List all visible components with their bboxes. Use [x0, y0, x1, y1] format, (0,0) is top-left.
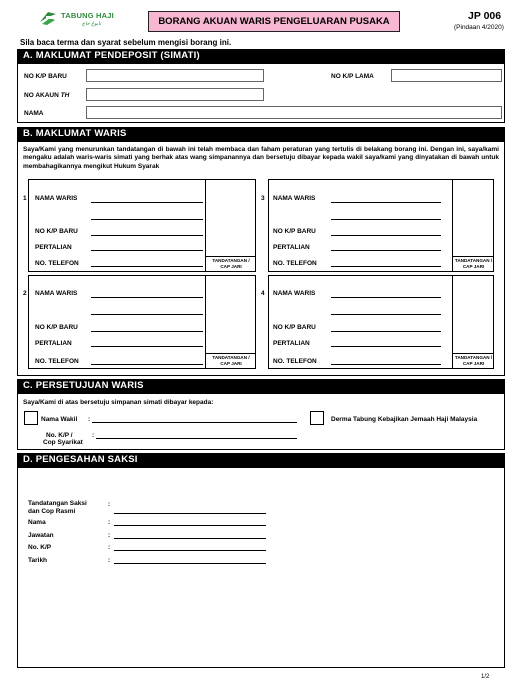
nama-input[interactable]: [86, 106, 502, 119]
no-kp-baru-line[interactable]: [91, 331, 203, 332]
nama-waris-line-2[interactable]: [331, 219, 441, 220]
nama-waris-label: NAMA WARIS: [273, 290, 316, 297]
signature-cell[interactable]: [205, 276, 256, 368]
nama-waris-line-2[interactable]: [91, 219, 203, 220]
no-telefon-label: NO. TELEFON: [35, 358, 79, 365]
nama-waris-label: NAMA WARIS: [35, 290, 78, 297]
no-kp-colon: :: [92, 432, 95, 439]
nama-wakil-label: Nama Wakil: [41, 416, 78, 423]
signature-colon: :: [108, 501, 111, 508]
logo-text: TABUNG HAJI: [61, 11, 114, 20]
tandatangan-saksi-label: Tandatangan Saksi: [28, 500, 87, 507]
no-telefon-label: NO. TELEFON: [35, 260, 79, 267]
section-a-header: A. MAKLUMAT PENDEPOSIT (SIMATI): [17, 49, 505, 63]
declaration-text: Saya/Kami yang menurunkan tandatangan di bawah ini telah membaca dan faham peraturan yang tertulis di belakang borang ini. Dengan ini, saya/kami mengaku adalah waris-waris simati yang berhak atas wang simpanannya dan bersetuju dibayar kepada wakil saya/kami yang dinyatakan di bawah untuk membahagikannya mengikut Hukum Syarak: [23, 146, 499, 170]
no-kp-line[interactable]: [96, 438, 297, 439]
pertalian-label: PERTALIAN: [35, 244, 72, 251]
nama-waris-line-1[interactable]: [331, 297, 441, 298]
nama-waris-line-2[interactable]: [331, 314, 441, 315]
derma-label: Derma Tabung Kebajikan Jemaah Haji Malaysia: [331, 416, 478, 423]
no-kp-baru-label: NO K/P BARU: [35, 324, 78, 331]
no-kp-label: No. K/P: [28, 544, 52, 551]
jawatan-label: Jawatan: [28, 532, 54, 539]
pertalian-label: PERTALIAN: [273, 340, 310, 347]
tabung-haji-emblem-icon: [38, 8, 58, 28]
form-title: BORANG AKUAN WARIS PENGELUARAN PUSAKA: [148, 11, 400, 32]
nama-waris-label: NAMA WARIS: [35, 195, 78, 202]
tarikh-colon: :: [108, 557, 111, 564]
no-kp-baru-line[interactable]: [331, 331, 441, 332]
no-telefon-line[interactable]: [91, 364, 203, 365]
heir-number: 4: [261, 290, 265, 297]
cop-syarikat-label: Cop Syarikat: [43, 439, 83, 446]
no-telefon-label: NO. TELEFON: [273, 358, 317, 365]
heir-4-box: [261, 275, 494, 369]
derma-checkbox[interactable]: [310, 411, 324, 425]
form-revision: (Pindaan 4/2020): [454, 24, 504, 31]
pertalian-line[interactable]: [331, 346, 441, 347]
tarikh-line[interactable]: [114, 563, 266, 564]
signature-caption: TANDATANGAN / CAP JARI: [206, 256, 256, 269]
no-kp-baru-line[interactable]: [331, 235, 441, 236]
nama-wakil-checkbox[interactable]: [24, 411, 38, 425]
nama-wakil-line[interactable]: [92, 422, 297, 423]
pertalian-label: PERTALIAN: [35, 340, 72, 347]
page-number: 1/2: [481, 674, 490, 680]
consent-statement: Saya/Kami di atas bersetuju simpanan simati dibayar kepada:: [23, 399, 214, 406]
no-kp-line[interactable]: [114, 550, 266, 551]
no-kp-baru-label: NO K/P BARU: [35, 228, 78, 235]
heir-1-box: [23, 179, 256, 272]
no-kp-colon: :: [108, 544, 111, 551]
no-kp-baru-label: NO K/P BARU: [273, 324, 316, 331]
nama-label: Nama: [28, 519, 46, 526]
pertalian-line[interactable]: [91, 250, 203, 251]
no-telefon-label: NO. TELEFON: [273, 260, 317, 267]
nama-wakil-colon: :: [88, 416, 91, 423]
jawatan-colon: :: [108, 532, 111, 539]
nama-waris-line-1[interactable]: [331, 202, 441, 203]
pertalian-line[interactable]: [91, 346, 203, 347]
nama-waris-line-2[interactable]: [91, 314, 203, 315]
form-code: JP 006: [468, 10, 502, 22]
signature-caption: TANDATANGAN / CAP JARI: [206, 353, 256, 366]
heir-number: 2: [23, 290, 27, 297]
signature-cell[interactable]: [205, 180, 256, 271]
no-akaun-label: NO AKAUN TH: [24, 92, 70, 99]
tarikh-label: Tarikh: [28, 557, 48, 564]
nama-waris-label: NAMA WARIS: [273, 195, 316, 202]
section-c-header: C. PERSETUJUAN WARIS: [17, 379, 505, 393]
heir-number: 1: [23, 195, 27, 202]
no-kp-label: No. K/P /: [46, 432, 73, 439]
pertalian-line[interactable]: [331, 250, 441, 251]
no-kp-baru-label: NO K/P BARU: [273, 228, 316, 235]
no-telefon-line[interactable]: [91, 266, 203, 267]
pertalian-label: PERTALIAN: [273, 244, 310, 251]
no-kp-baru-label: NO K/P BARU: [24, 73, 67, 80]
section-b-box: [17, 141, 505, 376]
jawatan-line[interactable]: [114, 538, 266, 539]
heir-number: 3: [261, 195, 265, 202]
section-c-box: [17, 393, 505, 450]
heir-3-box: [261, 179, 494, 272]
no-kp-lama-label: NO K/P LAMA: [331, 73, 374, 80]
signature-caption: TANDATANGAN / CAP JARI: [454, 355, 493, 366]
signature-cell[interactable]: [452, 276, 494, 368]
logo-script-text: تابوڠ حاج: [82, 21, 102, 27]
nama-line[interactable]: [114, 525, 266, 526]
no-kp-baru-line[interactable]: [91, 235, 203, 236]
nama-colon: :: [108, 519, 111, 526]
instruction-text: Sila baca terma dan syarat sebelum mengisi borang ini.: [20, 38, 232, 47]
no-kp-lama-input[interactable]: [391, 69, 502, 82]
section-d-box: [17, 467, 505, 668]
nama-waris-line-1[interactable]: [91, 202, 203, 203]
section-b-header: B. MAKLUMAT WARIS: [17, 127, 505, 141]
heir-2-box: [23, 275, 256, 369]
section-d-header: D. PENGESAHAN SAKSI: [17, 453, 505, 467]
no-akaun-input[interactable]: [86, 88, 264, 101]
signature-caption: TANDATANGAN / CAP JARI: [454, 258, 493, 269]
tabung-haji-logo: [38, 8, 148, 30]
section-a-box: [17, 63, 505, 123]
nama-label: NAMA: [24, 110, 44, 117]
no-telefon-line[interactable]: [331, 266, 441, 267]
no-kp-baru-input[interactable]: [86, 69, 264, 82]
no-telefon-line[interactable]: [331, 364, 441, 365]
signature-line[interactable]: [114, 513, 266, 514]
signature-cell[interactable]: [452, 180, 494, 271]
cop-rasmi-label: dan Cop Rasmi: [28, 508, 76, 515]
nama-waris-line-1[interactable]: [91, 297, 203, 298]
